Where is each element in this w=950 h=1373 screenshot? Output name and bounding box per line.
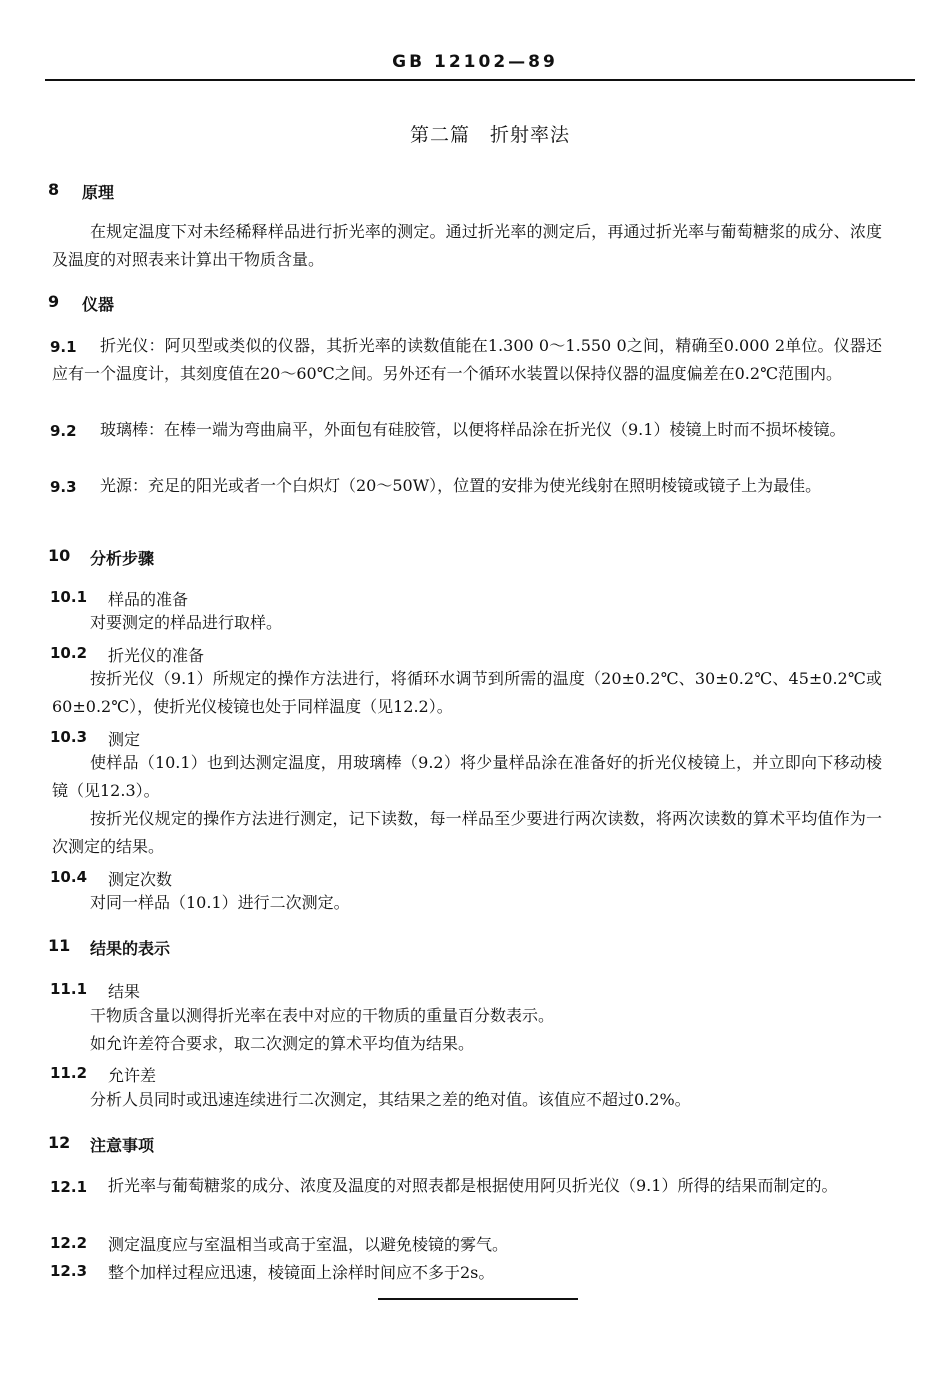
item-11-2-number: 11.2	[50, 1064, 88, 1082]
section-10-title: 分析步骤	[90, 549, 155, 568]
standard-code-header: GB 12102—89	[392, 52, 558, 72]
item-10-3-number: 10.3	[50, 728, 88, 746]
item-9-1-text: 折光仪：阿贝型或类似的仪器，其折光率的读数值能在1.300 0～1.550 0之间，精确至0.000 2单位。仪器还应有一个温度计，其刻度值在20～60℃之间。另外还有一个循环水装置以保持仪器的温度偏差在0.2℃范围内。	[52, 336, 882, 383]
item-10-3-paragraph-1: 使样品（10.1）也到达测定温度，用玻璃棒（9.2）将少量样品涂在准备好的折光仪棱镜上，并立即向下移动棱镜（见12.3）。	[52, 753, 882, 800]
item-9-2-number: 9.2	[50, 422, 77, 440]
item-10-3-paragraph-2: 按折光仪规定的操作方法进行测定，记下读数，每一样品至少要进行两次读数，将两次读数的算术平均值作为一次测定的结果。	[52, 809, 882, 856]
item-10-1-paragraph: 对要测定的样品进行取样。	[90, 613, 283, 632]
item-12-3-text: 整个加样过程应迅速，棱镜面上涂样时间应不多于2s。	[108, 1263, 495, 1282]
item-12-1-number: 12.1	[50, 1178, 88, 1196]
item-10-4-paragraph: 对同一样品（10.1）进行二次测定。	[90, 893, 350, 912]
section-12-number: 12	[48, 1133, 71, 1152]
section-9-number: 9	[48, 292, 60, 311]
item-10-1-number: 10.1	[50, 588, 88, 606]
section-9-title: 仪器	[82, 295, 115, 314]
item-10-2-title: 折光仪的准备	[108, 646, 205, 665]
item-9-1-number: 9.1	[50, 338, 77, 356]
item-12-2-text: 测定温度应与室温相当或高于室温，以避免棱镜的雾气。	[108, 1235, 509, 1254]
item-9-3-number: 9.3	[50, 478, 77, 496]
item-10-3-title: 测定	[108, 730, 141, 749]
section-8-title: 原理	[82, 183, 115, 202]
item-11-2-paragraph: 分析人员同时或迅速连续进行二次测定，其结果之差的绝对值。该值应不超过0.2%。	[90, 1090, 691, 1109]
item-10-4-number: 10.4	[50, 868, 88, 886]
item-12-2-number: 12.2	[50, 1234, 88, 1252]
section-11-title: 结果的表示	[90, 939, 171, 958]
item-11-1-title: 结果	[108, 982, 141, 1001]
part-title: 第二篇 折射率法	[409, 124, 570, 146]
item-11-1-paragraph-2: 如允许差符合要求，取二次测定的算术平均值为结果。	[90, 1034, 475, 1053]
section-11-number: 11	[48, 936, 71, 955]
item-11-1-paragraph-1: 干物质含量以测得折光率在表中对应的干物质的重量百分数表示。	[90, 1006, 555, 1025]
section-10-number: 10	[48, 546, 71, 565]
header-divider	[45, 79, 915, 81]
item-12-3-number: 12.3	[50, 1262, 88, 1280]
item-10-4-title: 测定次数	[108, 870, 173, 889]
section-8-number: 8	[48, 180, 60, 199]
item-10-1-title: 样品的准备	[108, 590, 189, 609]
section-12-title: 注意事项	[90, 1136, 155, 1155]
item-12-1-text: 折光率与葡萄糖浆的成分、浓度及温度的对照表都是根据使用阿贝折光仪（9.1）所得的结果而制定的。	[108, 1176, 838, 1195]
section-8-paragraph: 在规定温度下对未经稀释样品进行折光率的测定。通过折光率的测定后，再通过折光率与葡萄糖浆的成分、浓度及温度的对照表来计算出干物质含量。	[52, 222, 882, 269]
item-9-2-text: 玻璃棒：在棒一端为弯曲扁平，外面包有硅胶管，以便将样品涂在折光仪（9.1）棱镜上时而不损坏棱镜。	[100, 420, 846, 439]
end-divider	[378, 1298, 578, 1300]
item-11-2-title: 允许差	[108, 1066, 157, 1085]
item-9-3-text: 光源：充足的阳光或者一个白炽灯（20～50W），位置的安排为使光线射在照明棱镜或镜子上为最佳。	[100, 476, 822, 495]
item-11-1-number: 11.1	[50, 980, 88, 998]
item-10-2-number: 10.2	[50, 644, 88, 662]
item-10-2-paragraph: 按折光仪（9.1）所规定的操作方法进行，将循环水调节到所需的温度（20±0.2℃、30±0.2℃、45±0.2℃或60±0.2℃），使折光仪棱镜也处于同样温度（见12.2）。	[52, 669, 882, 716]
